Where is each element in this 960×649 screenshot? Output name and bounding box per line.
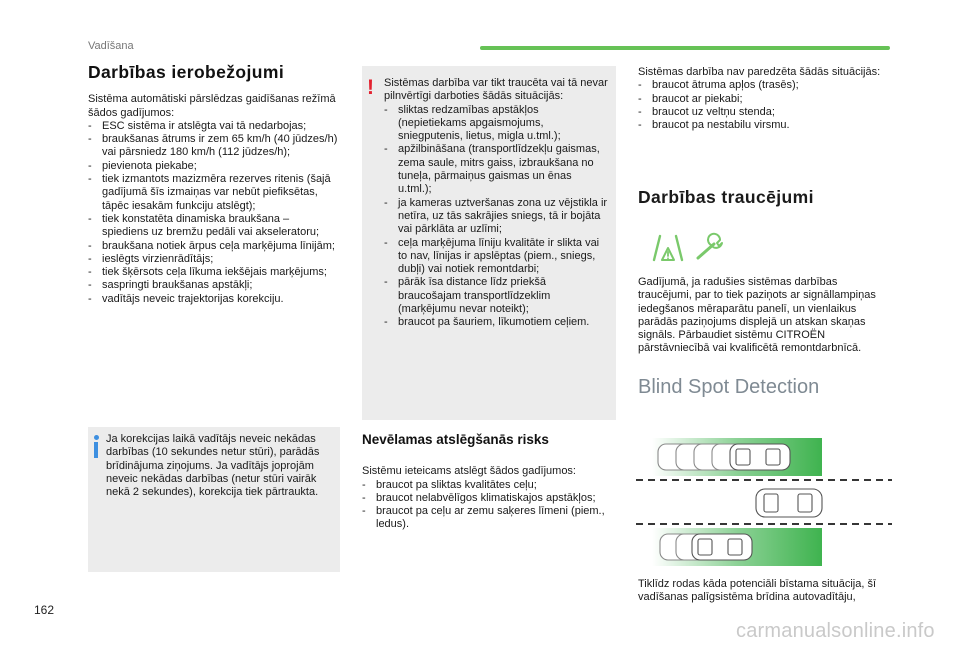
not-intended-list <box>638 79 890 132</box>
faults-title: Darbības traucējumi <box>638 187 814 207</box>
bsd-text: Tiklīdz rodas kāda potenciāli bīstama situācija, šī vadīšanas palīgsistēma brīdina autovadītāju, <box>638 578 877 604</box>
risk-section <box>362 433 616 532</box>
list-item: - sliktas redzamības apstākļos (nepietiekams apgaismojums, sniegputenis, lietus, migla u.tml.); <box>384 104 608 144</box>
list-item: - braukšana notiek ārpus ceļa marķējuma līnijām; <box>88 240 338 253</box>
wrench-icon <box>698 234 722 258</box>
info-icon <box>92 435 100 458</box>
limits-title: Darbības ierobežojumi <box>88 62 285 82</box>
list-item: - apžilbināšana (transportlīdzekļu gaismas, zema saule, mitrs gaiss, izbraukšana no tuneļa, pārmaiņus gaismas un ēnas u.tml.); <box>384 143 608 196</box>
watermark: carmanualsonline.info <box>736 620 935 642</box>
list-item: - braucot pa ceļu ar zemu saķeres līmeni (piem., ledus). <box>362 505 616 532</box>
list-item: - braucot uz veltņu stenda; <box>638 106 890 119</box>
list-item: - braucot pa nestabilu virsmu. <box>638 119 890 132</box>
list-item: - ieslēgts virzienrādītājs; <box>88 253 338 266</box>
risk-intro: Sistēmu ieteicams atslēgt šādos gadījumos: <box>362 465 576 478</box>
blind-spot-zones-illustration <box>636 436 892 575</box>
list-item: - ESC sistēma ir atslēgta vai tā nedarbojas; <box>88 120 338 133</box>
limits-section <box>88 62 338 306</box>
list-item: - vadītājs neveic trajektorijas korekciju. <box>88 293 338 306</box>
list-item: - pievienota piekabe; <box>88 160 338 173</box>
list-item: - tiek izmantots mazizmēra rezerves ritenis (šajā gadījumā šīs izmaiņas var nebūt piefiksētas, tāpēc iesakām funkciju atslēgt); <box>88 173 338 213</box>
list-item: - ceļa marķējuma līniju kvalitāte ir slikta vai to nav, līnijas ir apslēptas (piem., sniegs, dubļi) vai notiek remontdarbi; <box>384 237 608 277</box>
list-item: - braucot ātruma apļos (trasēs); <box>638 79 890 92</box>
limits-list <box>88 120 338 306</box>
list-item: - braukšanas ātrums ir zem 65 km/h (40 jūdzes/h) vai pārsniedz 180 km/h (112 jūdzes/h); <box>88 133 338 160</box>
list-item: - saspringti braukšanas apstākļi; <box>88 279 338 292</box>
page-number: 162 <box>34 603 55 617</box>
warning-icon: ! <box>367 76 374 99</box>
list-item: - braucot pa šauriem, līkumotiem ceļiem. <box>384 316 608 329</box>
info-note <box>88 427 340 572</box>
bsd-title: Blind Spot Detection <box>638 376 820 398</box>
risk-list <box>362 479 616 532</box>
list-item: - tiek konstatēta dinamiska braukšana – spiediens uz bremžu pedāli vai akseleratoru; <box>88 213 338 240</box>
lane-warning-icon <box>654 236 682 260</box>
list-item: - braucot pa sliktas kvalitātes ceļu; <box>362 479 616 492</box>
info-note-text: Ja korekcijas laikā vadītājs neveic nekādas darbības (10 sekundes netur stūri), parādās brīdinājuma ziņojums. Ja vadītājs joprojām neveic nekādas darbības (netur stūri vairāk nekā 2 sekundes), korekcija tiek pārtraukta. <box>106 433 320 499</box>
list-item: - ja kameras uztveršanas zona uz vējstikla ir netīra, uz tās sakrājies sniegs, tā ir bojāta vai pārklāta ar uzlīmi; <box>384 197 608 237</box>
list-item: - braucot nelabvēlīgos klimatiskajos apstākļos; <box>362 492 616 505</box>
section-label: Vadīšana <box>88 40 134 52</box>
list-item: - braucot ar piekabi; <box>638 93 890 106</box>
not-intended-intro: Sistēmas darbība nav paredzēta šādās situācijās: <box>638 66 881 78</box>
not-intended-section <box>638 66 890 132</box>
list-item: - tiek šķērsots ceļa līkuma iekšējais marķējums; <box>88 266 338 279</box>
warning-list <box>384 104 608 330</box>
list-item: - pārāk īsa distance līdz priekšā braucošajam transportlīdzeklim (marķējumu nevar noteikt); <box>384 276 608 316</box>
limits-intro: Sistēma automātiski pārslēdzas gaidīšanas režīmā šādos gadījumos: <box>88 93 336 119</box>
faults-text: Gadījumā, ja radušies sistēmas darbības traucējumi, par to tiek paziņots ar signāllampiņas iedegšanos mēraparātu panelī, un vienlaikus parādās paziņojums displejā un atskan skaņas signāls. Pārbaudiet sistēmu CITROËN pārstāvniecībā vai kvalificētā remontdarbnīcā. <box>638 276 876 355</box>
fault-indicator-icons <box>648 232 738 269</box>
warning-intro: Sistēmas darbība var tikt traucēta vai tā nevar pilnvērtīgi darboties šādās situācijās: <box>384 77 608 103</box>
warning-note <box>362 66 616 420</box>
section-accent-bar <box>480 46 890 50</box>
risk-title: Nevēlamas atslēgšanās risks <box>362 432 549 447</box>
